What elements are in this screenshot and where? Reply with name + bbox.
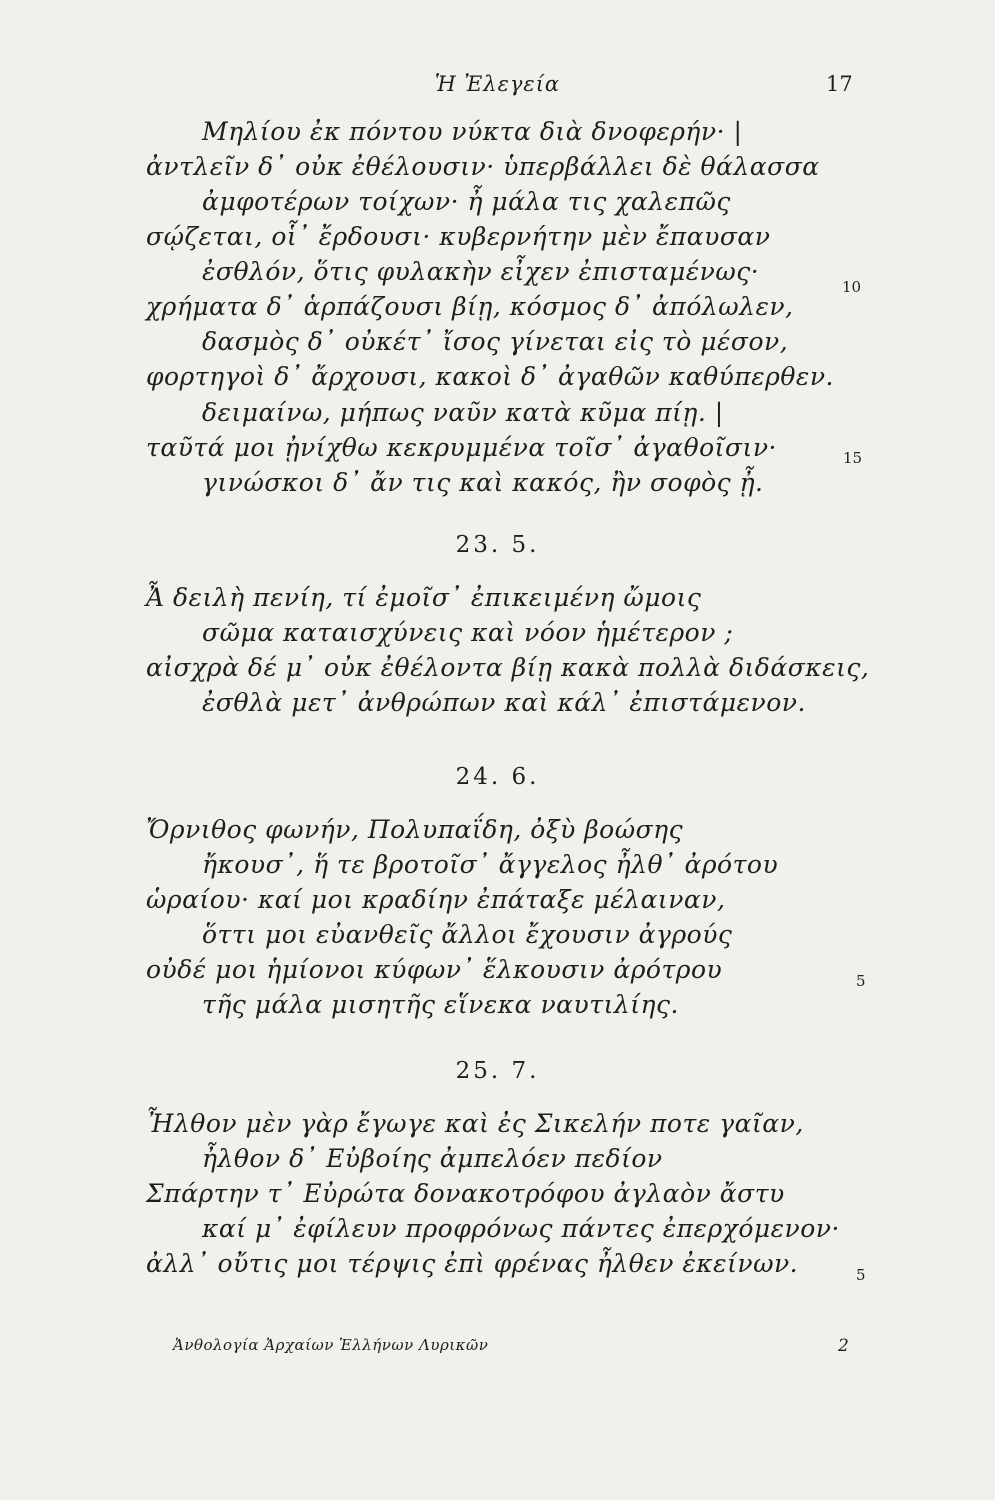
verse-line: Ἦλθον μὲν γὰρ ἔγωγε καὶ ἐς Σικελήν ποτε γαῖαν, (146, 1109, 804, 1138)
verse-line: γινώσκοι δ᾽ ἄν τις καὶ κακός, ἢν σοφὸς ᾖ. (202, 468, 764, 497)
verse-line: Ἆ δειλὴ πενίη, τί ἐμοῖσ᾽ ἐπικειμένη ὤμοις (146, 583, 702, 612)
line-number: 5 (856, 972, 866, 990)
verse-line: ὡραίου· καί μοι κραδίην ἐπάταξε μέλαιναν, (146, 885, 726, 914)
page-number: 17 (826, 72, 853, 96)
verse-line: οὐδέ μοι ἡμίονοι κύφων᾽ ἕλκουσιν ἀρότρου (146, 955, 723, 984)
line-number: 5 (856, 1266, 866, 1284)
verse-line: καί μ᾽ ἐφίλευν προφρόνως πάντες ἐπερχόμενον· (202, 1214, 840, 1243)
fragment-heading: 24. 6. (455, 764, 540, 790)
verse-line: ἀμφοτέρων τοίχων· ἦ μάλα τις χαλεπῶς (202, 187, 731, 216)
verse-line: ἦλθον δ᾽ Εὐβοίης ἀμπελόεν πεδίον (202, 1144, 663, 1173)
verse-line: σῶμα καταισχύνεις καὶ νόον ἡμέτερον ; (202, 618, 734, 647)
verse-line: φορτηγοὶ δ᾽ ἄρχουσι, κακοὶ δ᾽ ἀγαθῶν καθύπερθεν. (146, 362, 834, 391)
verse-line: χρήματα δ᾽ ἁρπάζουσι βίῃ, κόσμος δ᾽ ἀπόλωλεν, (146, 292, 794, 321)
fragment-heading: 25. 7. (455, 1058, 540, 1084)
signature-mark: 2 (838, 1336, 849, 1356)
running-title: Ἡ Ἐλεγεία (434, 72, 561, 96)
verse-line: δειμαίνω, μήπως ναῦν κατὰ κῦμα πίῃ. | (202, 398, 724, 427)
verse-line: ἀντλεῖν δ᾽ οὐκ ἐθέλουσιν· ὑπερβάλλει δὲ θάλασσα (146, 152, 820, 181)
book-title-footer: Ἀνθολογία Ἀρχαίων Ἑλλήνων Λυρικῶν (173, 1336, 489, 1354)
verse-line: Μηλίου ἐκ πόντου νύκτα διὰ δνοφερήν· | (202, 117, 743, 146)
verse-line: Ὄρνιθος φωνήν, Πολυπαΐδη, ὀξὺ βοώσης (146, 815, 684, 844)
verse-line: ἤκουσ᾽, ἥ τε βροτοῖσ᾽ ἄγγελος ἦλθ᾽ ἀρότου (202, 850, 779, 879)
verse-line: τῆς μάλα μισητῆς εἵνεκα ναυτιλίης. (202, 990, 679, 1019)
line-number: 15 (843, 449, 863, 467)
verse-line: ἀλλ᾽ οὔτις μοι τέρψις ἐπὶ φρένας ἦλθεν ἐκείνων. (146, 1249, 799, 1278)
verse-line: ἐσθλόν, ὅτις φυλακὴν εἶχεν ἐπισταμένως· (202, 257, 760, 286)
verse-line: Σπάρτην τ᾽ Εὐρώτα δονακοτρόφου ἀγλαὸν ἄστυ (146, 1179, 785, 1208)
verse-line: ταῦτά μοι ᾐνίχθω κεκρυμμένα τοῖσ᾽ ἀγαθοῖσιν· (146, 433, 777, 462)
verse-line: ὅττι μοι εὐανθεῖς ἄλλοι ἔχουσιν ἀγρούς (202, 920, 733, 949)
verse-line: δασμὸς δ᾽ οὐκέτ᾽ ἴσος γίνεται εἰς τὸ μέσον, (202, 327, 789, 356)
line-number: 10 (842, 278, 862, 296)
verse-line: ἐσθλὰ μετ᾽ ἀνθρώπων καὶ κάλ᾽ ἐπιστάμενον. (202, 688, 806, 717)
verse-line: σῴζεται, οἷ᾽ ἔρδουσι· κυβερνήτην μὲν ἔπαυσαν (146, 222, 771, 251)
fragment-heading: 23. 5. (455, 532, 540, 558)
verse-line: αἰσχρὰ δέ μ᾽ οὐκ ἐθέλοντα βίῃ κακὰ πολλὰ διδάσκεις, (146, 653, 870, 682)
